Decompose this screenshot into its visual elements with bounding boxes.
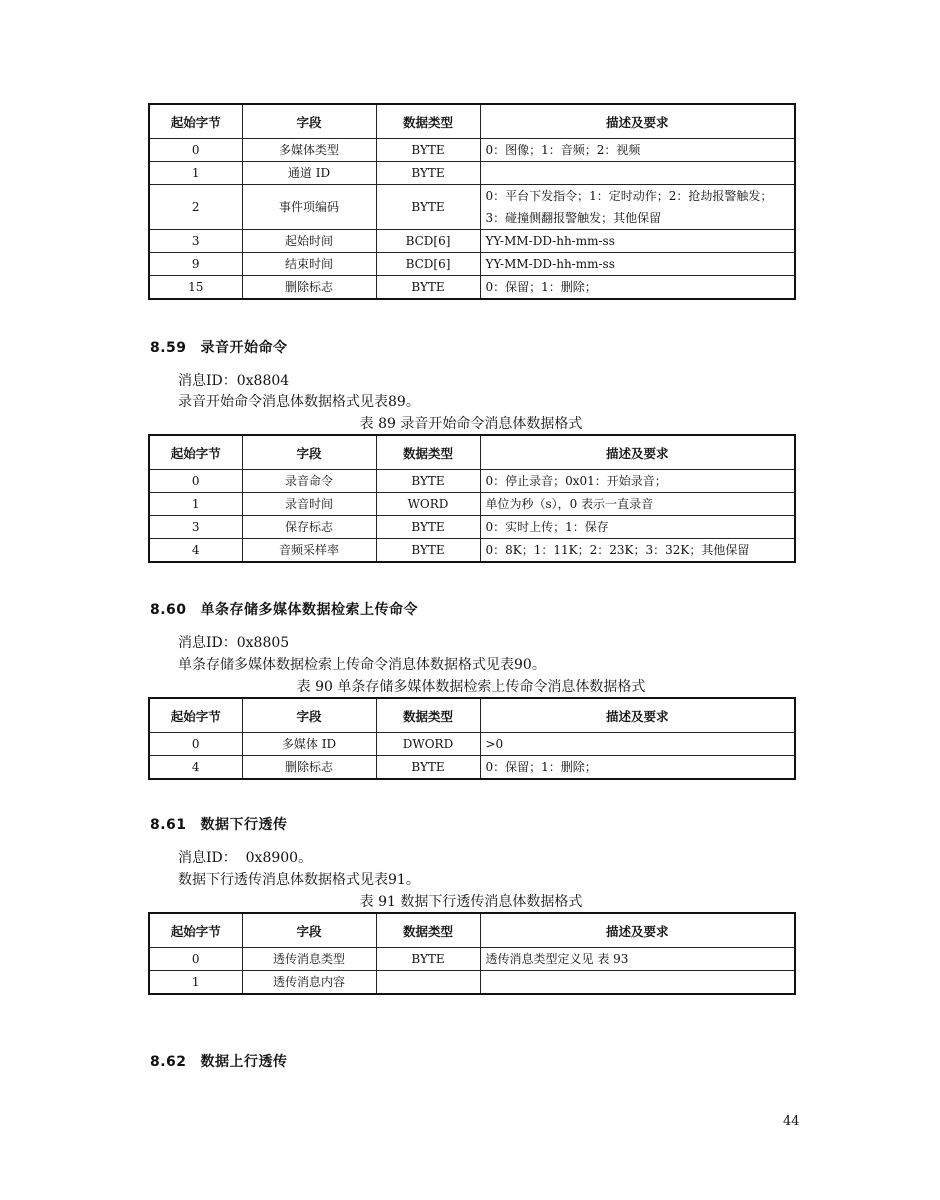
cell-data-type: WORD (376, 493, 480, 516)
table-header-row (149, 104, 795, 139)
header-start-byte: 起始字节 (149, 435, 242, 470)
cell-start-byte: 1 (149, 493, 242, 516)
message-id-text: 消息ID： 0x8900。 (178, 850, 313, 866)
header-description: 描述及要求 (480, 913, 795, 948)
cell-description: >0 (480, 733, 795, 756)
table-row (149, 539, 795, 563)
cell-field: 起始时间 (242, 230, 376, 253)
table-row (149, 948, 795, 971)
cell-start-byte: 4 (149, 756, 242, 780)
section-title: 单条存储多媒体数据检索上传命令 (200, 602, 419, 618)
table-row (149, 139, 795, 162)
table-row (149, 493, 795, 516)
header-start-byte: 起始字节 (149, 698, 242, 733)
cell-data-type: BCD[6] (376, 253, 480, 276)
cell-start-byte: 0 (149, 470, 242, 493)
table-row (149, 185, 795, 230)
cell-description (480, 162, 795, 185)
header-data-type: 数据类型 (376, 913, 480, 948)
table-top-continued (148, 103, 796, 300)
header-description: 描述及要求 (480, 104, 795, 139)
header-data-type: 数据类型 (376, 435, 480, 470)
cell-start-byte: 0 (149, 139, 242, 162)
header-description: 描述及要求 (480, 435, 795, 470)
cell-start-byte: 2 (149, 185, 242, 230)
table-row (149, 971, 795, 995)
table-row (149, 276, 795, 300)
table-header-row (149, 913, 795, 948)
cell-data-type: BYTE (376, 470, 480, 493)
header-start-byte: 起始字节 (149, 104, 242, 139)
section-number: 8.59 (150, 340, 187, 356)
cell-description: 0：实时上传；1：保存 (480, 516, 795, 539)
cell-start-byte: 9 (149, 253, 242, 276)
section-heading-8-62 (150, 1051, 288, 1071)
cell-data-type: BYTE (376, 539, 480, 563)
header-field: 字段 (242, 435, 376, 470)
table-row (149, 516, 795, 539)
message-id-text: 消息ID：0x8804 (178, 373, 290, 389)
cell-description (480, 971, 795, 995)
table-row (149, 162, 795, 185)
cell-description: 0：保留；1：删除； (480, 756, 795, 780)
cell-field: 透传消息类型 (242, 948, 376, 971)
section-number: 8.62 (150, 1054, 187, 1070)
cell-data-type: BYTE (376, 185, 480, 230)
cell-field: 音频采样率 (242, 539, 376, 563)
table-row (149, 230, 795, 253)
table-caption: 表 89 录音开始命令消息体数据格式 (359, 416, 583, 432)
table-91 (148, 912, 796, 995)
table-caption: 表 90 单条存储多媒体数据检索上传命令消息体数据格式 (296, 679, 646, 695)
cell-description: 0：图像；1：音频；2：视频 (480, 139, 795, 162)
cell-field: 多媒体类型 (242, 139, 376, 162)
table-reference-text: 数据下行透传消息体数据格式见表91。 (178, 872, 420, 888)
cell-field: 保存标志 (242, 516, 376, 539)
table-header-row (149, 698, 795, 733)
header-field: 字段 (242, 913, 376, 948)
cell-data-type (376, 971, 480, 995)
table-row (149, 756, 795, 780)
cell-description: 0：8K；1：11K；2：23K；3：32K；其他保留 (480, 539, 795, 563)
header-data-type: 数据类型 (376, 104, 480, 139)
cell-description: 0：保留；1：删除； (480, 276, 795, 300)
table-row (149, 470, 795, 493)
header-field: 字段 (242, 698, 376, 733)
header-field: 字段 (242, 104, 376, 139)
cell-data-type: BYTE (376, 276, 480, 300)
cell-start-byte: 3 (149, 516, 242, 539)
cell-field: 事件项编码 (242, 185, 376, 230)
table-row (149, 733, 795, 756)
table-89 (148, 434, 796, 563)
cell-start-byte: 3 (149, 230, 242, 253)
header-start-byte: 起始字节 (149, 913, 242, 948)
cell-description: 0：停止录音；0x01：开始录音； (480, 470, 795, 493)
table-90 (148, 697, 796, 780)
cell-start-byte: 15 (149, 276, 242, 300)
cell-field: 多媒体 ID (242, 733, 376, 756)
header-description: 描述及要求 (480, 698, 795, 733)
cell-field: 通道 ID (242, 162, 376, 185)
cell-start-byte: 1 (149, 162, 242, 185)
table-reference-text: 单条存储多媒体数据检索上传命令消息体数据格式见表90。 (178, 657, 546, 673)
cell-start-byte: 0 (149, 733, 242, 756)
section-number: 8.60 (150, 602, 187, 618)
header-data-type: 数据类型 (376, 698, 480, 733)
cell-start-byte: 4 (149, 539, 242, 563)
section-heading-8-60 (150, 599, 418, 619)
cell-start-byte: 0 (149, 948, 242, 971)
section-title: 数据上行透传 (200, 1054, 288, 1070)
cell-description: YY-MM-DD-hh-mm-ss (480, 253, 795, 276)
section-heading-8-61 (150, 814, 288, 834)
cell-description: 透传消息类型定义见 表 93 (480, 948, 795, 971)
message-id-text: 消息ID：0x8805 (178, 635, 290, 651)
cell-field: 录音时间 (242, 493, 376, 516)
table-header-row (149, 435, 795, 470)
section-title: 录音开始命令 (200, 340, 288, 356)
cell-field: 透传消息内容 (242, 971, 376, 995)
table-caption: 表 91 数据下行透传消息体数据格式 (359, 894, 583, 910)
cell-field: 删除标志 (242, 276, 376, 300)
table-row (149, 253, 795, 276)
cell-field: 录音命令 (242, 470, 376, 493)
cell-field: 删除标志 (242, 756, 376, 780)
cell-description: YY-MM-DD-hh-mm-ss (480, 230, 795, 253)
section-heading-8-59 (150, 337, 288, 357)
cell-data-type: BYTE (376, 756, 480, 780)
cell-field: 结束时间 (242, 253, 376, 276)
section-title: 数据下行透传 (200, 817, 288, 833)
cell-start-byte: 1 (149, 971, 242, 995)
cell-data-type: BCD[6] (376, 230, 480, 253)
cell-data-type: BYTE (376, 162, 480, 185)
cell-description: 0：平台下发指令；1：定时动作；2：抢劫报警触发；3：碰撞侧翻报警触发；其他保留 (480, 185, 795, 230)
table-reference-text: 录音开始命令消息体数据格式见表89。 (178, 394, 420, 410)
page-number: 44 (783, 1114, 800, 1129)
section-number: 8.61 (150, 817, 187, 833)
cell-data-type: BYTE (376, 516, 480, 539)
cell-data-type: BYTE (376, 139, 480, 162)
cell-data-type: DWORD (376, 733, 480, 756)
cell-description: 单位为秒（s），0 表示一直录音 (480, 493, 795, 516)
cell-data-type: BYTE (376, 948, 480, 971)
